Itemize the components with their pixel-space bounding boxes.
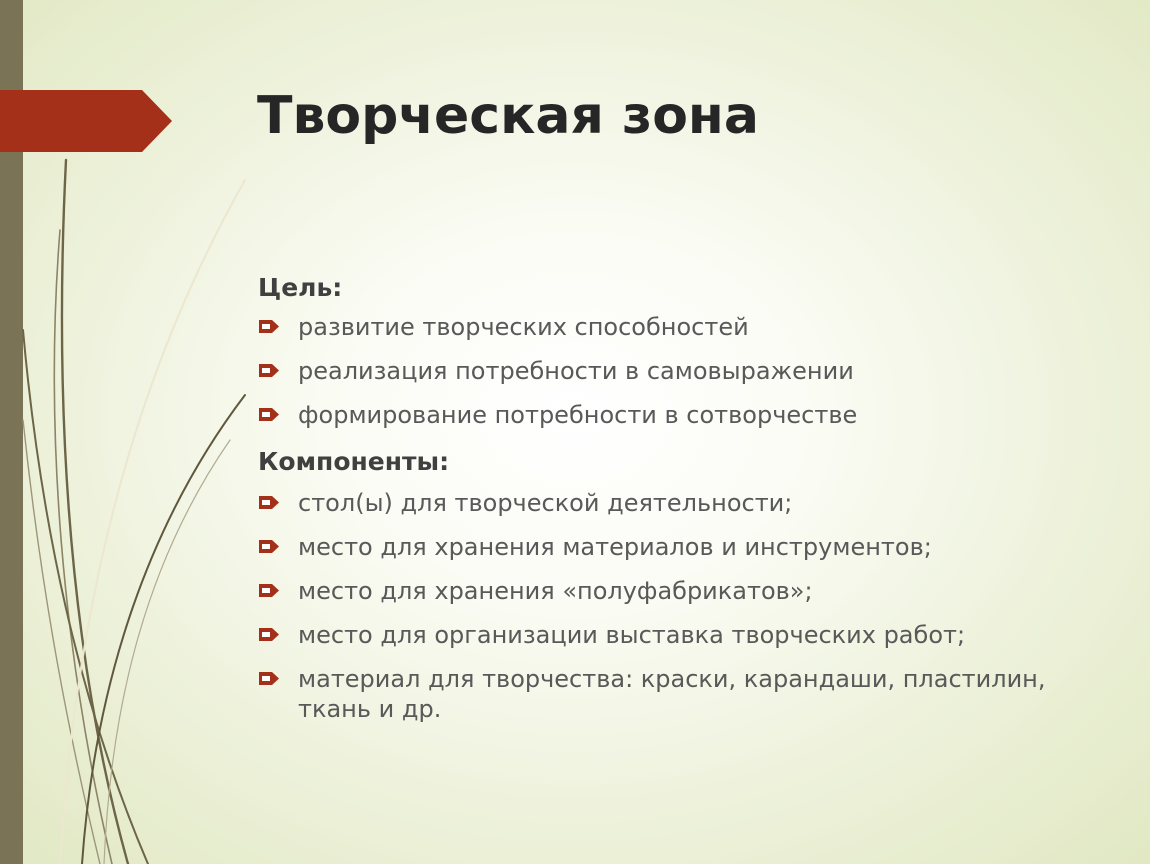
list-item-text: формирование потребности в сотворчестве: [298, 401, 858, 429]
list-item: [258, 576, 1118, 606]
list-item: [258, 532, 1118, 562]
title-accent-arrow: [0, 90, 172, 152]
arrow-bullet-icon: [259, 364, 279, 377]
list-item: [258, 356, 1118, 386]
list-item-text: развитие творческих способностей: [298, 313, 749, 341]
list-item-text: место для хранения «полуфабрикатов»;: [298, 577, 813, 605]
slide-title: Творческая зона: [257, 86, 759, 146]
list-item-text: место для хранения материалов и инструментов;: [298, 533, 932, 561]
arrow-bullet-icon: [259, 540, 279, 553]
arrow-bullet-icon: [259, 320, 279, 333]
list-item-text: стол(ы) для творческой деятельности;: [298, 489, 793, 517]
arrow-bullet-icon: [259, 672, 279, 685]
arrow-bullet-icon: [259, 496, 279, 509]
goal-list: [258, 312, 1118, 430]
section-heading-goal: Цель:: [258, 273, 343, 302]
list-item-text: реализация потребности в самовыражении: [298, 357, 854, 385]
slide-content: [258, 270, 1118, 738]
arrow-bullet-icon: [259, 628, 279, 641]
list-item: [258, 620, 1118, 650]
list-item: [258, 664, 1118, 724]
list-item: [258, 488, 1118, 518]
components-list: [258, 488, 1118, 724]
arrow-bullet-icon: [259, 584, 279, 597]
list-item-text: материал для творчества: краски, карандаши, пластилин, ткань и др.: [298, 665, 1046, 723]
list-item: [258, 312, 1118, 342]
section-heading-components: Компоненты:: [258, 447, 450, 476]
list-item: [258, 400, 1118, 430]
arrow-bullet-icon: [259, 408, 279, 421]
list-item-text: место для организации выставка творческих работ;: [298, 621, 966, 649]
